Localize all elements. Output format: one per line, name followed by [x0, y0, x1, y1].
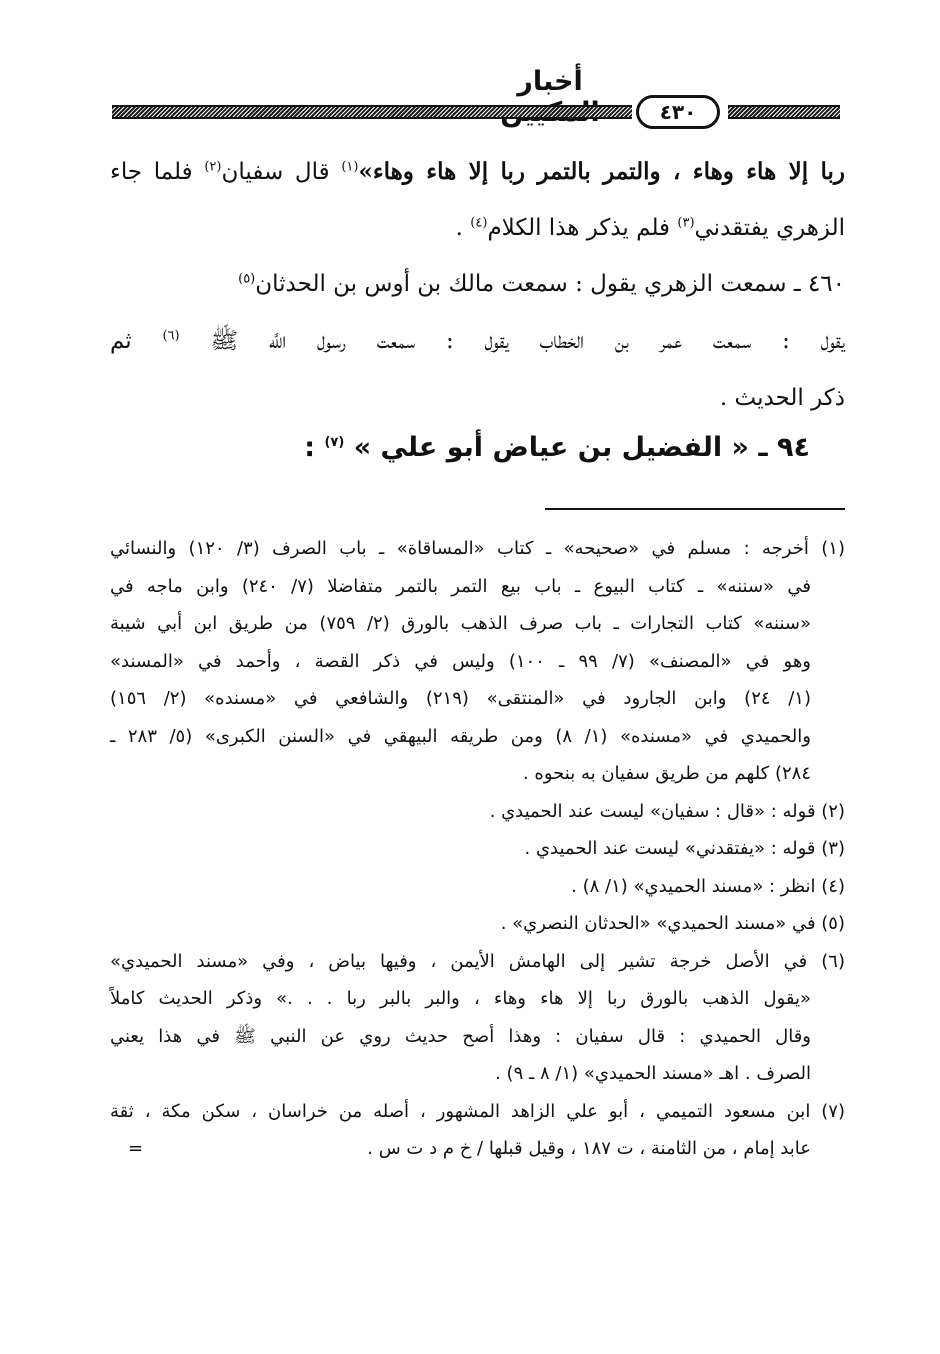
footnote-ref: (٣): [677, 215, 695, 231]
section-heading: [300, 428, 810, 468]
paragraph-line: [110, 313, 845, 370]
bold-quote: ربا إلا هاء وهاء ، والتمر بالتمر ربا إلا هاء وهاء»: [358, 158, 845, 185]
footnote-ref: (٢): [204, 159, 222, 175]
text-run: ٤٦٠ ـ سمعت الزهري يقول : سمعت مالك بن أوس بن الحدثان: [255, 271, 845, 297]
footnote-line: «يقول الذهب بالورق ربا إلا هاء وهاء ، والبر بالبر ربا . . .» وذكر الحديث كاملاً: [110, 988, 811, 1009]
footnote-line: والحميدي في «مسنده» (١/ ٨) ومن طريقه البيهقي في «السنن الكبرى» (٥/ ٢٨٣ ـ: [110, 725, 811, 747]
paragraph-line: [110, 143, 845, 200]
paragraph-line: ذكر الحديث .: [719, 385, 845, 411]
footnote-line: (١/ ٢٤) وابن الجارود في «المنتقى» (٢١٩) والشافعي في «مسنده» (٢/ ١٥٦): [110, 688, 811, 709]
footnote-line: وهو في «المصنف» (٧/ ٩٩ ـ ١٠٠) وليس في ذكر القصة ، وأحمد في «المسند»: [110, 650, 811, 672]
footnote-line: (١) أخرجه : مسلم في «صحيحه» ـ كتاب «المساقاة» ـ باب الصرف (٣/ ١٢٠) والنسائي: [110, 538, 845, 559]
text-run: قال سفيان: [221, 159, 342, 185]
text-run: يقول : سمعت عمر بن الخطاب يقول : سمعت رسول اللَّه ﷺ: [179, 328, 845, 354]
footnote-1: [110, 530, 845, 793]
text-run: ثم: [110, 328, 163, 354]
header-rule-left: [112, 105, 632, 119]
footnote-line: (٧) ابن مسعود التميمي ، أبو علي الزاهد المشهور ، أصله من خراسان ، سكن مكة ، ثقة: [110, 1100, 845, 1122]
footnote-line: (٦) في الأصل خرجة تشير إلى الهامش الأيمن ، وفيها بياض ، وفي «مسند الحميدي»: [110, 950, 845, 972]
paragraph-line: [110, 200, 845, 257]
text-run: .: [455, 215, 471, 241]
footnote-3: (٣) قوله : «يفتقدني» ليست عند الحميدي .: [524, 838, 845, 859]
footnote-ref: (٤): [470, 215, 488, 231]
footnote-line: ٢٨٤) كلهم من طريق سفيان به بنحوه .: [522, 763, 811, 784]
paragraph-line: [110, 256, 845, 313]
paragraph-2: [110, 256, 845, 427]
footnote-ref: (٧): [324, 435, 345, 450]
footnote-5: (٥) في «مسند الحميدي» «الحدثان النصري» .: [500, 913, 845, 934]
footnote-line: عابد إمام ، من الثامنة ، ت ١٨٧ ، وقيل قبلها / خ م د ت س .: [367, 1138, 811, 1159]
footnote-line: في «سننه» ـ كتاب البيوع ـ باب بيع التمر بالتمر متفاضلا (٧/ ٢٤٠) وابن ماجه في: [110, 575, 811, 597]
footnote-7: [110, 1093, 845, 1168]
text-run: الزهري يفتقدني: [694, 215, 845, 241]
heading-tail: :: [304, 432, 325, 463]
footnote-6: [110, 943, 845, 1093]
text-run: فلم يذكر هذا الكلام: [487, 215, 678, 241]
footnote-line: وقال الحميدي : قال سفيان : وهذا أصح حديث روي عن النبي ﷺ في هذا يعني: [110, 1025, 811, 1047]
footnote-line: الصرف . اهـ «مسند الحميدي» (١/ ٨ ـ ٩) .: [495, 1063, 811, 1084]
footnote-ref: (٦): [162, 328, 180, 344]
header-rule-right: [728, 105, 840, 119]
footnote-4: (٤) انظر : «مسند الحميدي» (١/ ٨) .: [571, 875, 845, 897]
footnote-separator: [545, 508, 845, 510]
footnote-line: «سننه» كتاب التجارات ـ باب صرف الذهب بالورق (٢/ ٧٥٩) من طريق ابن أبي شيبة: [110, 613, 811, 634]
footnote-ref: (٥): [238, 271, 256, 287]
footnote-2: (٢) قوله : «قال : سفيان» ليست عند الحميدي .: [489, 800, 845, 822]
continuation-mark: =: [128, 1137, 144, 1159]
paragraph-1: [110, 143, 845, 257]
footnote-ref: (١): [341, 159, 359, 175]
page-number-badge: ٤٣٠: [636, 95, 720, 129]
heading-text: ٩٤ ـ « الفضيل بن عياض أبو علي »: [344, 432, 810, 463]
running-title: أخبار: [517, 66, 583, 97]
text-run: فلما جاء: [110, 159, 205, 185]
footnotes: [110, 530, 845, 1168]
